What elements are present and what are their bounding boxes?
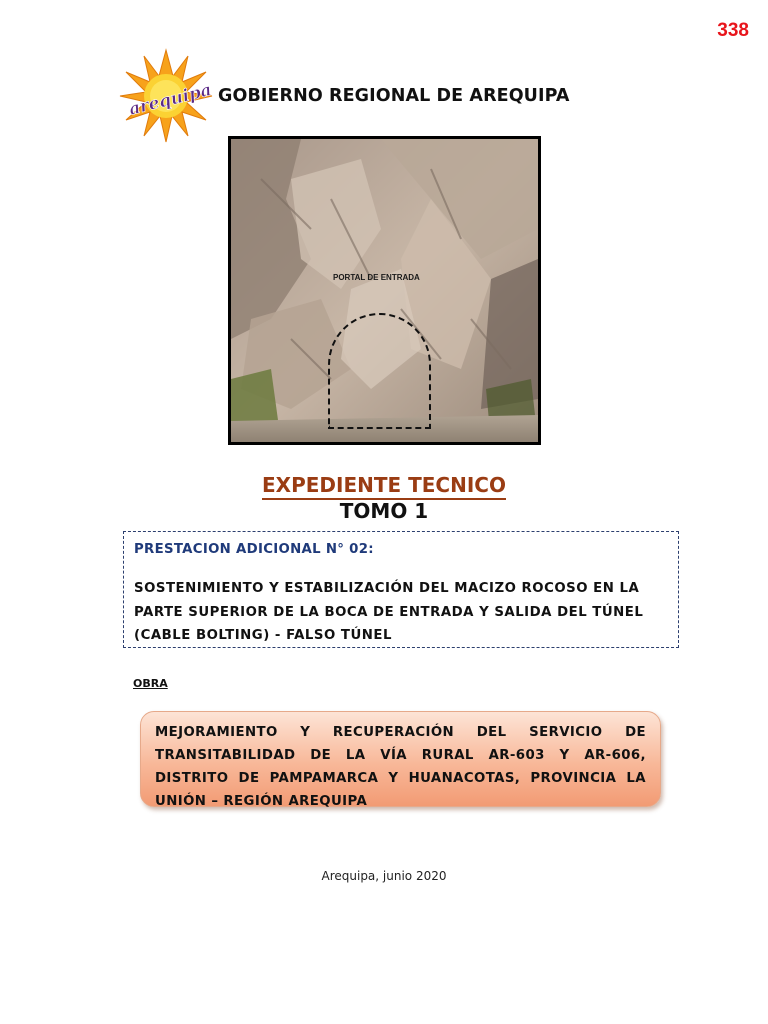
obra-description: MEJORAMIENTO Y RECUPERACIÓN DEL SERVICIO DE TRANSITABILIDAD DE LA VÍA RURAL AR-603 Y AR-606, DISTRITO DE PAMPAMARCA Y HUANACOTAS, PROVINCIA LA UNIÓN – REGIÓN AREQUIPA [155,725,646,809]
document-title [0,473,768,497]
document-title-text: EXPEDIENTE TECNICO [262,473,506,500]
obra-box [140,711,661,807]
prestacion-heading: PRESTACION ADICIONAL N° 02: [134,542,374,557]
portal-outline [328,313,431,429]
tunnel-portal-photo [228,136,541,445]
footer-date: Arequipa, junio 2020 [321,869,447,883]
prestacion-box [123,531,679,648]
page-number: 338 [717,20,749,41]
logo-text: arequipa [126,80,214,120]
arequipa-sun-logo [118,48,214,144]
portal-label: PORTAL DE ENTRADA [333,273,420,282]
organization-title: GOBIERNO REGIONAL DE AREQUIPA [218,86,570,106]
prestacion-description: SOSTENIMIENTO Y ESTABILIZACIÓN DEL MACIZO ROCOSO EN LA PARTE SUPERIOR DE LA BOCA DE ENTRADA Y SALIDA DEL TÚNEL (CABLE BOLTING) - FALSO TÚNEL [134,581,644,643]
volume-title: TOMO 1 [339,499,429,523]
obra-label: OBRA [133,677,168,690]
